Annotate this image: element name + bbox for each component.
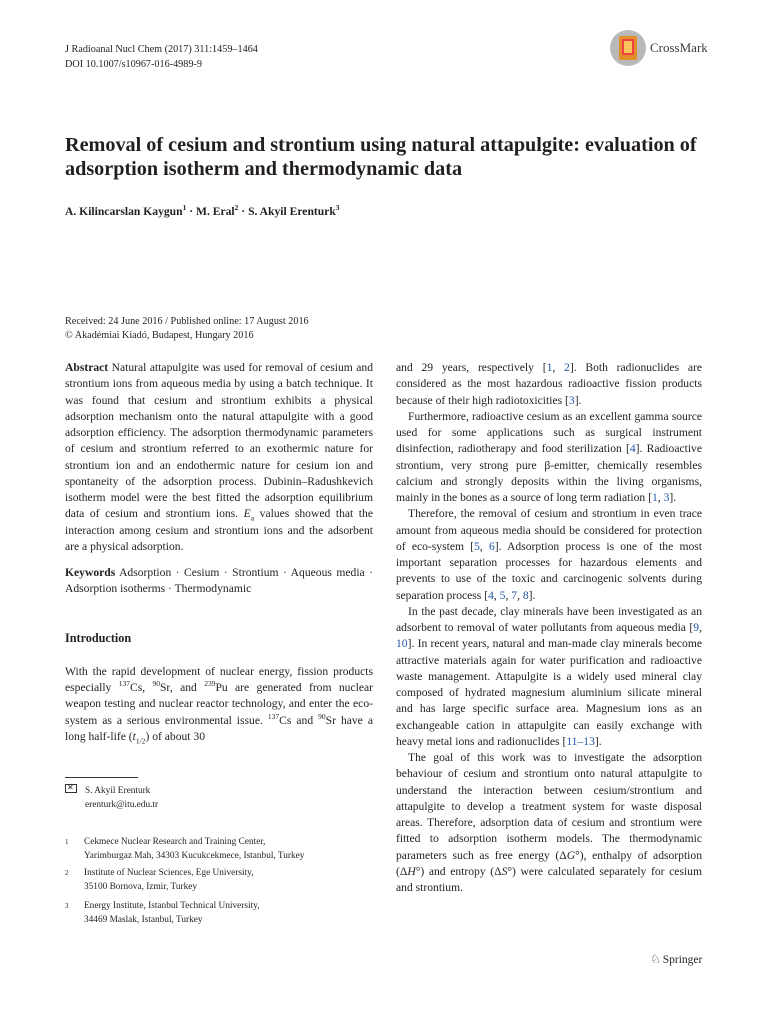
citation-link[interactable]: 5 — [474, 539, 480, 553]
citation-link[interactable]: 4 — [629, 442, 636, 456]
body-paragraph: Therefore, the removal of cesium and strontium in even trace amount from aqueous media should be considered for protection of eco-system [5, 6]. Adsorption process is one of the most important separation processes for hazardous elements and prevents to use of the toxic and carcinogenic solvents during separation process [4, 5, 7, 8]. — [396, 507, 702, 602]
keywords-text: Adsorption · Cesium · Strontium · Aqueous media · Adsorption isotherms · Thermodynamic — [65, 566, 373, 596]
citation-link[interactable]: 11–13 — [566, 734, 595, 748]
section-heading-introduction: Introduction — [65, 630, 132, 645]
citation-link[interactable]: 1 — [651, 491, 658, 504]
citation-link[interactable]: 6 — [488, 539, 495, 553]
abstract-label: Abstract — [65, 361, 109, 374]
article-title: Removal of cesium and strontium using natural attapulgite: evaluation of adsorption isotherm and thermodynamic data — [65, 134, 697, 180]
right-column — [396, 360, 702, 896]
author-name[interactable]: M. Eral — [196, 204, 235, 218]
affiliation-number: 1 — [65, 838, 69, 846]
affiliation-number: 3 — [65, 902, 69, 910]
body-paragraph: and 29 years, respectively [1, 2]. Both radionuclides are considered as the most hazardous radioactive fission products because of their high radiotoxicities [3]. — [396, 361, 702, 407]
citation-link[interactable]: 1 — [546, 361, 553, 374]
author-separator: · — [238, 204, 249, 218]
publication-dates — [65, 315, 309, 343]
corresponding-email[interactable]: erenturk@itu.edu.tr — [85, 799, 159, 810]
citation-link[interactable]: 10 — [396, 637, 408, 651]
author-name[interactable]: S. Akyil Erenturk — [248, 204, 336, 218]
footnote-rule — [65, 777, 138, 778]
author-affiliation-marker: 2 — [234, 203, 239, 212]
crossmark-icon — [610, 30, 646, 66]
crossmark-label: CrossMark — [650, 40, 708, 55]
affiliation: 3 Energy Institute, Istanbul Technical University, 34469 Maslak, Istanbul, Turkey — [65, 901, 260, 925]
citation-link[interactable]: 3 — [568, 393, 575, 407]
corresponding-author — [65, 784, 158, 812]
citation-link[interactable]: 5 — [499, 588, 506, 602]
journal-citation: J Radioanal Nucl Chem (2017) 311:1459–1464 — [65, 44, 258, 55]
abstract — [65, 360, 373, 555]
crossmark-badge[interactable] — [610, 30, 740, 70]
citation-link[interactable]: 9 — [693, 621, 700, 634]
ea-symbol: E — [243, 507, 251, 521]
abstract-text: values showed that the interaction among cesium and strontium ions and the adsorbent are a physical adsorption. — [65, 507, 373, 553]
doi[interactable]: DOI 10.1007/s10967-016-4989-9 — [65, 59, 202, 70]
publisher-logo — [650, 952, 702, 966]
ea-subscript: a — [250, 513, 255, 523]
author-list — [65, 203, 340, 218]
affiliation-number: 2 — [65, 869, 69, 877]
citation-link[interactable]: 3 — [663, 491, 670, 504]
body-paragraph: Furthermore, radioactive cesium as an excellent gamma source used for some applications such as surgical instrument disinfection, radiotherapy and food sterilization [4]. Radioactive strontium, very strong pure β-emitter, chemically resembles calcium and strongly deposits within the living organisms, mainly in the bones as a source of long term radiation [1, 3]. — [396, 409, 702, 504]
springer-horse-icon: ♘ — [650, 952, 661, 966]
citation-link[interactable]: 7 — [511, 588, 518, 602]
author-affiliation-marker: 3 — [335, 203, 340, 212]
corresponding-name: S. Akyil Erenturk — [85, 786, 151, 796]
affiliation: 2 Institute of Nuclear Sciences, Ege University, 35100 Bornova, Izmir, Turkey — [65, 868, 254, 892]
envelope-icon — [65, 784, 77, 793]
citation-link[interactable]: 8 — [522, 588, 529, 602]
affiliation: 1 Cekmece Nuclear Research and Training Center, Yarimburgaz Mah, 34303 Kucukcekmece, Istanbul, Turkey — [65, 837, 305, 861]
abstract-text: Natural attapulgite was used for removal of cesium and strontium ions from aqueous media by using a batch technique. It was found that cesium and strontium exhibits a physical adsorption mechanism onto the natural attapulgite with a good adsorption efficiency. The adsorption thermodynamic parameters of cesium and strontium referred to an exothermic nature for strontium ion and an endothermic nature for cesium ion and spontaneity of the adsorption process. Dubinin–Radushkevich isotherm model were the best fitted the adsorption equilibrium data of cesium and strontium ions. — [65, 361, 373, 521]
introduction-paragraph: With the rapid development of nuclear energy, fission products especially $^{137}$Cs, $^{90}$Sr, and $^{239}$Pu are generated from nuclear weapon testing and nuclear reactor technology, and enter the eco-system as a serious environmental issue. $^{137}$Cs and $^{90}$Sr have a long half-life $(t_{1/2})$ of about 30 — [65, 664, 373, 746]
publisher-name: Springer — [662, 954, 703, 966]
citation-link[interactable]: 4 — [488, 588, 494, 602]
copyright-line: © Akadémiai Kiadó, Budapest, Hungary 2016 — [65, 330, 254, 341]
body-paragraph: The goal of this work was to investigate the adsorption behaviour of cesium and strontium onto natural attapulgite to understand the interaction between cesium/strontium and attapulgite to develop a treatment system for waste disposal areas. Therefore, adsorption data of cesium and strontium were fitted to adsorption isotherm models. The thermodynamic parameters such as free energy (ΔG°), enthalpy of adsorption (ΔH°) and entropy (ΔS°) were calculated separately for cesium and strontium. — [396, 751, 702, 894]
left-column — [65, 360, 373, 745]
author-affiliation-marker: 1 — [182, 203, 187, 212]
citation-link[interactable]: 2 — [564, 361, 570, 374]
author-separator: · — [186, 204, 196, 218]
body-paragraph: In the past decade, clay minerals have been investigated as an adsorbent to removal of water pollutants from aqueous media [9, 10]. In recent years, natural and man-made clay minerals become attractive materials again for water purification and radioactive waste management. Attapulgite is a widely used mineral clay composed of hydrated magnesium aluminium silicate mineral and has large specific surface area. Magnesium ions as an exchangeable cation in attapulgite can easily exchange with heavy metal ions and radionuclides [11–13]. — [396, 604, 702, 748]
keywords — [65, 565, 373, 598]
keywords-label: Keywords — [65, 566, 116, 579]
received-line: Received: 24 June 2016 / Published online: 17 August 2016 — [65, 316, 309, 327]
author-name[interactable]: A. Kilincarslan Kaygun — [65, 204, 183, 218]
